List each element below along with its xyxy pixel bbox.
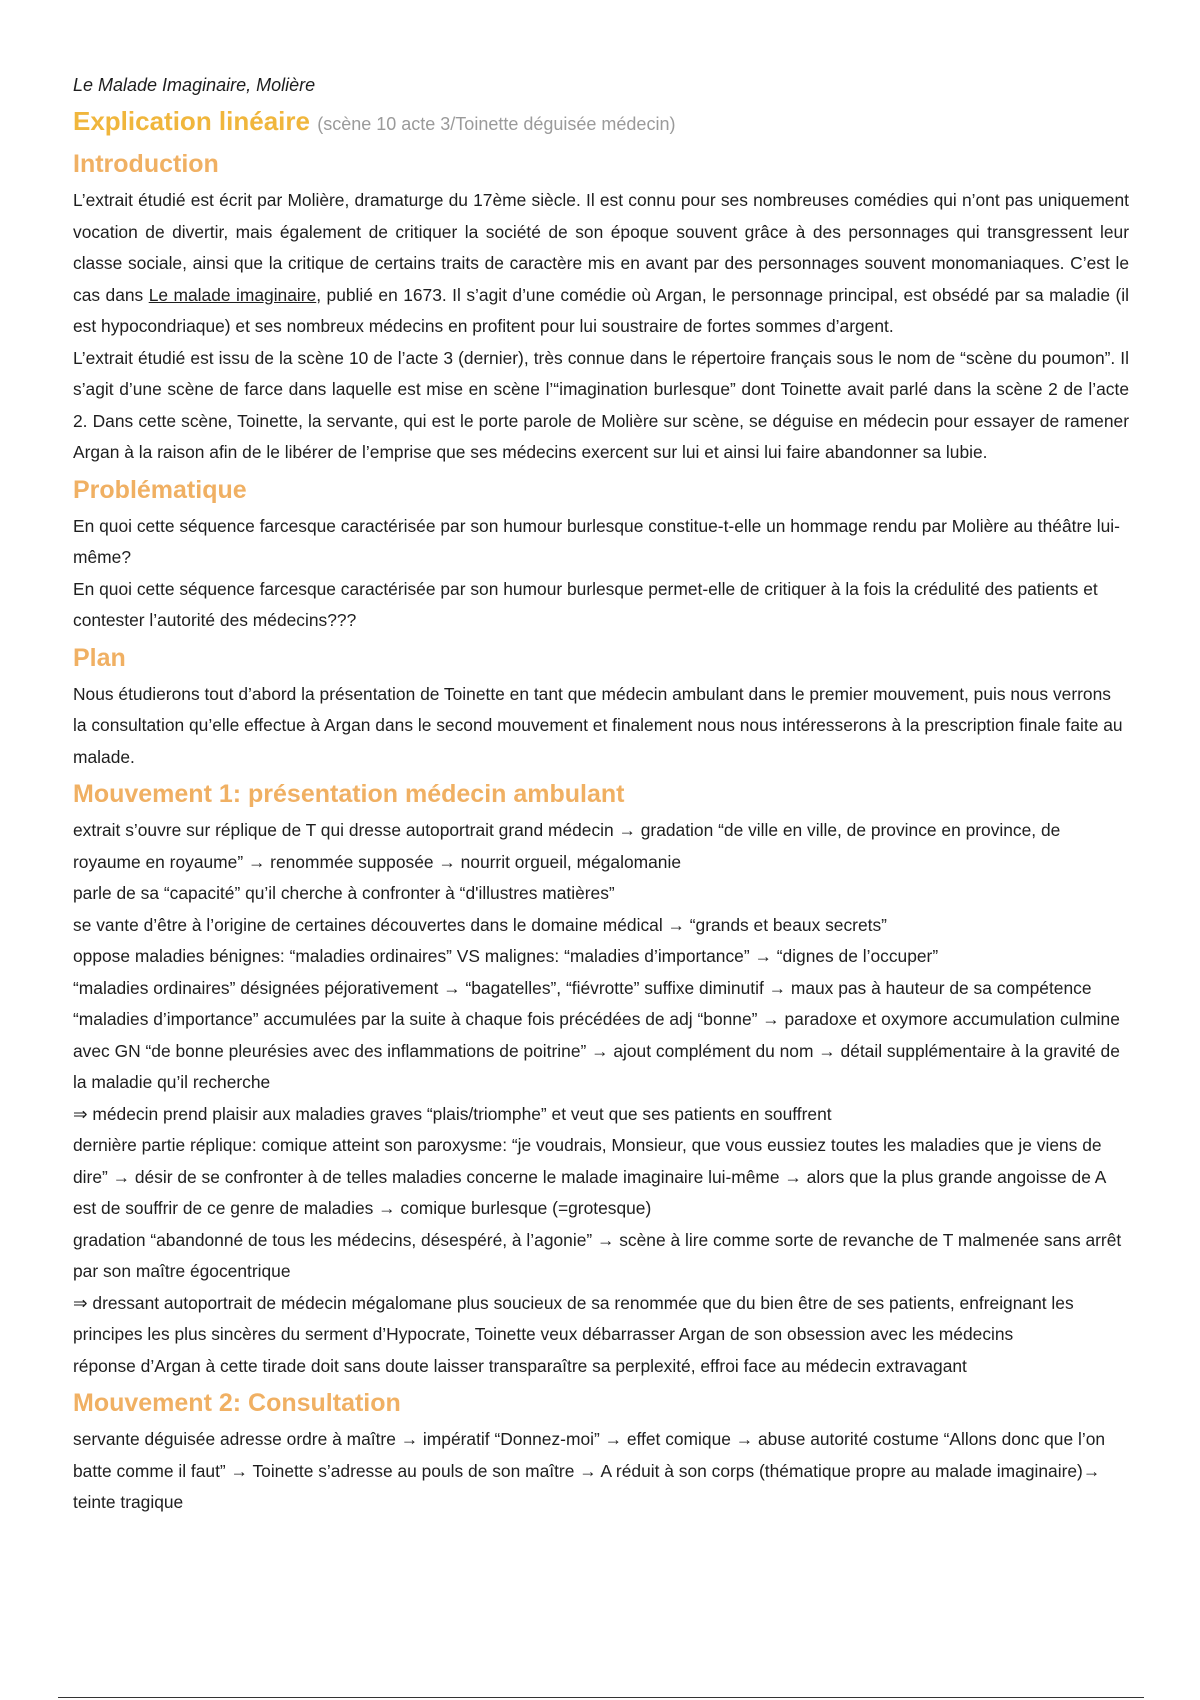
heading-introduction: Introduction [73,150,219,178]
document-title: Le Malade Imaginaire, Molière [73,75,316,95]
mouvement1-line: “maladies ordinaires” désignées péjorativement → “bagatelles”, “fiévrotte” suffixe diminutif → maux pas à hauteur de sa compétence [73,977,1092,998]
heading-plan: Plan [73,643,126,672]
heading-problematique: Problématique [73,475,247,504]
intro-p1-before: L’extrait étudié est écrit par Molière, dramaturge du 17ème siècle. Il est connu pour ses nombreuses comédies qui n’ont pas uniquement vocation de divertir, mais également de critiquer la société de son époque souvent grâce à des personnages qui transgressent leur classe sociale, ainsi que la critique de certains traits de caractère mis en avant par des personnages souvent monomaniaques. C’est le cas dans [73,190,1129,305]
mouvement1-line: parle de sa “capacité” qu’il cherche à confronter à “d'illustres matières” [73,883,615,903]
book-title-link: Le malade imaginaire [148,284,317,305]
problematique-question-2: En quoi cette séquence farcesque caractérisée par son humour burlesque permet-elle de critiquer à la fois la crédulité des patients et contester l’autorité des médecins??? [73,578,1098,630]
mouvement1-line: gradation “abandonné de tous les médecins, désespéré, à l’agonie” → scène à lire comme sorte de revanche de T malmenée sans arrêt par son maître égocentrique [73,1229,1122,1281]
mouvement1-line: extrait s’ouvre sur réplique de T qui dresse autoportrait grand médecin → gradation “de ville en ville, de province en province, de royaume en royaume” → renommée supposée → nourrit orgueil, mégalomanie [73,820,1061,872]
intro-p1-after: , publié en 1673. Il s’agit d’une comédie où Argan, le personnage principal, est obsédé par sa maladie (il est hypocondriaque) et ses nombreux médecins en profitent pour lui soustraire de fortes sommes d’argent. [73,284,1129,336]
mouvement1-line: se vante d’être à l’origine de certaines découvertes dans le domaine médical → “grands et beaux secrets” [73,914,887,935]
mouvement1-line: ⇒ dressant autoportrait de médecin mégalomane plus soucieux de sa renommée que du bien être de ses patients, enfreignant les principes les plus sincères du serment d’Hypocrate, Toinette veux débarrasser Argan de son obsession avec les médecins [73,1292,1074,1344]
mouvement1-line: réponse d’Argan à cette tirade doit sans doute laisser transparaître sa perplexité, effroi face au médecin extravagant [73,1355,967,1376]
document-page [73,72,1129,1519]
main-title [73,104,1129,141]
plan-paragraph: Nous étudierons tout d’abord la présentation de Toinette en tant que médecin ambulant dans le premier mouvement, puis nous verrons la consultation qu’elle effectue à Argan dans le second mouvement et finalement nous nous intéresserons à la prescription finale faite au malade. [73,683,1123,767]
intro-paragraph-2: L’extrait étudié est issu de la scène 10 de l’acte 3 (dernier), très connue dans le répertoire français sous le nom de “scène du poumon”. Il s’agit d’une scène de farce dans laquelle est mise en scène l’“imagination burlesque” dont Toinette avait parlé dans la scène 2 de l’acte 2. Dans cette scène, Toinette, la servante, qui est le porte parole de Molière sur scène, se déguise en médecin pour essayer de ramener Argan à la raison afin de le libérer de l’emprise que ses médecins exercent sur lui et ainsi lui faire abandonner sa lubie. [73,347,1129,462]
page-bottom-rule [58,1697,1144,1698]
mouvement1-line: “maladies d’importance” accumulées par la suite à chaque fois précédées de adj “bonne” → paradoxe et oxymore accumulation culmine avec GN “de bonne pleurésies avec des inflammations de poitrine” → ajout complément du nom → détail supplémentaire à la gravité de la maladie qu’il recherche [73,1009,1120,1092]
problematique-question-1: En quoi cette séquence farcesque caractérisée par son humour burlesque constitue-t-elle un hommage rendu par Molière au théâtre lui-même? [73,515,1120,567]
main-subtitle: (scène 10 acte 3/Toinette déguisée médecin) [317,114,676,134]
mouvement1-line: oppose maladies bénignes: “maladies ordinaires” VS malignes: “maladies d’importance” → “dignes de l’occuper” [73,946,939,966]
heading-mouvement-2: Mouvement 2: Consultation [73,1389,401,1417]
heading-mouvement-1: Mouvement 1: présentation médecin ambulant [73,780,625,808]
main-title-text: Explication linéaire [73,106,310,136]
intro-paragraph-1 [73,185,1129,343]
mouvement1-line: ⇒ médecin prend plaisir aux maladies graves “plais/triomphe” et veut que ses patients en souffrent [73,1103,832,1124]
mouvement2-line: servante déguisée adresse ordre à maître → impératif “Donnez-moi” → effet comique → abuse autorité costume “Allons donc que l’on batte comme il faut” → Toinette s’adresse au pouls de son maître → A réduit à son corps (thématique propre au malade imaginaire)→ teinte tragique [73,1429,1106,1512]
mouvement1-line: dernière partie réplique: comique atteint son paroxysme: “je voudrais, Monsieur, que vous eussiez toutes les maladies que je viens de dire” → désir de se confronter à de telles maladies concerne le malade imaginaire lui-même → alors que la plus grande angoisse de A est de souffrir de ce genre de maladies → comique burlesque (=grotesque) [73,1135,1106,1218]
